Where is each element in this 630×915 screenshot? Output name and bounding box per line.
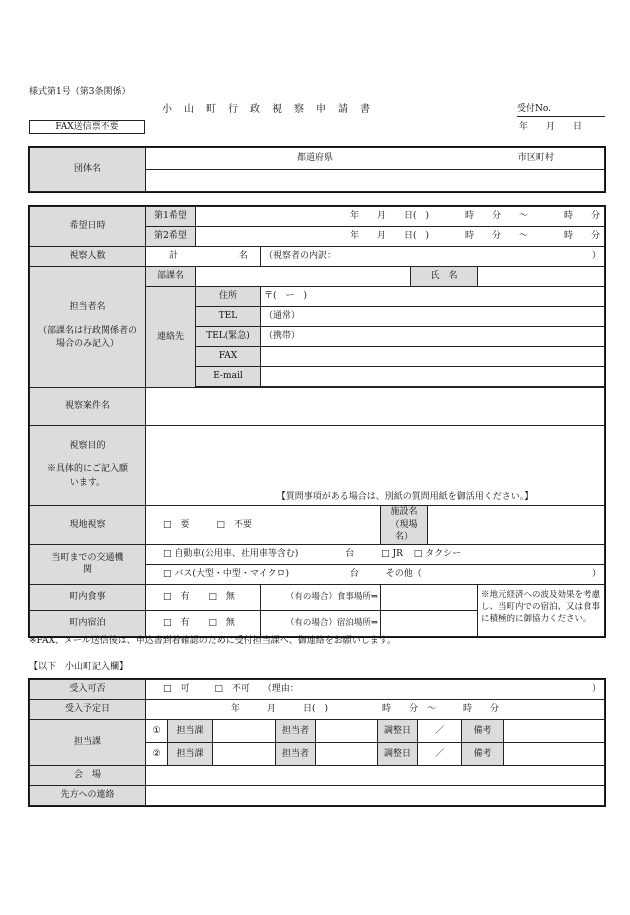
reason-close: ）: [592, 684, 602, 695]
row1-dept-label: 担当課: [168, 720, 213, 743]
choice2-label: 第2希望: [146, 227, 196, 247]
name-label: 氏 名: [411, 267, 478, 287]
jr-checkbox[interactable]: □ JR: [381, 549, 403, 560]
tel-label: TEL: [196, 307, 261, 327]
lodging-yes-checkbox[interactable]: □ 有: [163, 618, 190, 629]
choice2-field[interactable]: 年 月 日( ) 時 分 ～ 時 分: [196, 227, 605, 247]
purpose-note: ※具体的にご記入願います。: [47, 464, 129, 488]
meal-place-label: [261, 584, 381, 610]
prefecture-label: 都道府県: [297, 153, 334, 164]
row2-remarks-field[interactable]: [504, 743, 605, 766]
row2-mark: ②: [146, 743, 168, 766]
form-title: 小 山 町 行 政 視 察 申 請 書: [162, 104, 371, 115]
accept-no-checkbox[interactable]: □ 不可: [214, 684, 250, 695]
lodging-no-checkbox[interactable]: □ 無: [208, 618, 235, 629]
dept-label: 部課名: [146, 267, 196, 287]
schedule-label: 希望日時: [30, 207, 146, 247]
choice1-label: 第1希望: [146, 207, 196, 227]
purpose-field[interactable]: [146, 426, 605, 506]
row1-mark: ①: [146, 720, 168, 743]
row1-adjust-field[interactable]: ／: [418, 720, 462, 743]
visitors-breakdown-close: ）: [592, 251, 602, 262]
bus-checkbox[interactable]: □ バス(大型・中型・マイクロ): [163, 569, 290, 580]
row1-person-label: 担当者: [276, 720, 316, 743]
car-units-label: 台: [345, 549, 355, 560]
bus-units-label: 台: [349, 569, 359, 580]
tel-field[interactable]: （通常）: [261, 307, 605, 327]
row2-person-label: 担当者: [276, 743, 316, 766]
site-choice[interactable]: [146, 506, 381, 545]
row1-remarks-field[interactable]: [504, 720, 605, 743]
other-transport-label[interactable]: その他（: [385, 569, 422, 580]
row2-remarks-label: 備考: [462, 743, 504, 766]
transport-label: 当町までの交通機関: [30, 544, 146, 584]
main-table: [29, 206, 605, 637]
row1-person-field[interactable]: [316, 720, 378, 743]
venue-field[interactable]: [146, 766, 605, 786]
choice1-field[interactable]: 年 月 日( ) 時 分 ～ 時 分: [196, 207, 605, 227]
visitors-total-field[interactable]: [146, 247, 261, 267]
contact-person-label-cell: [30, 267, 146, 388]
visitors-total-label: 計: [169, 251, 179, 262]
facility-field[interactable]: [428, 506, 605, 545]
facility-label: 施設名（現場名）: [381, 506, 428, 545]
visitors-unit-label: 名: [238, 251, 248, 262]
site-yes-checkbox[interactable]: □ 要: [163, 519, 190, 530]
email-field[interactable]: [261, 367, 605, 387]
transport-row2[interactable]: [146, 564, 605, 584]
fax-note: FAX送信票不要: [29, 120, 145, 134]
staff-label: 担当課: [30, 720, 146, 766]
meal-label: 町内食事: [30, 584, 146, 610]
name-field[interactable]: [478, 267, 605, 287]
meal-place-field[interactable]: [381, 584, 478, 610]
site-no-checkbox[interactable]: □ 不要: [216, 519, 252, 530]
fax-field[interactable]: [261, 347, 605, 367]
email-label: E-mail: [196, 367, 261, 387]
row2-dept-label: 担当課: [168, 743, 213, 766]
contact-other-field[interactable]: [146, 786, 605, 806]
city-label: 市区町村: [517, 153, 554, 164]
car-checkbox[interactable]: □ 自動車(公用車、社用車等含む): [163, 549, 299, 560]
office-section-title: 【以下 小山町記入欄】: [29, 662, 129, 672]
site-label: 現地視察: [30, 506, 146, 545]
row1-remarks-label: 備考: [462, 720, 504, 743]
lodging-label: 町内宿泊: [30, 610, 146, 636]
case-field[interactable]: [146, 388, 605, 426]
dept-field[interactable]: [196, 267, 411, 287]
row2-person-field[interactable]: [316, 743, 378, 766]
row2-dept-field[interactable]: [213, 743, 276, 766]
group-region-field[interactable]: [146, 148, 605, 170]
group-table: [29, 147, 605, 192]
receipt-number: 受付No.: [517, 105, 605, 117]
row2-adjust-label: 調整日: [378, 743, 418, 766]
receipt-date: 年 月 日: [519, 122, 583, 132]
meal-no-checkbox[interactable]: □ 無: [208, 592, 235, 603]
contact-label: 連絡先: [146, 287, 196, 388]
purpose-label: 視察目的: [69, 440, 106, 451]
fax-notice: ※FAX、メール送信後は、申込書到着確認のために受付担当課へ、御連絡をお願いします。: [29, 636, 397, 646]
group-name-label: 団体名: [30, 148, 146, 192]
accept-yes-checkbox[interactable]: □ 可: [163, 684, 190, 695]
tel-emergency-label: TEL(緊急): [196, 327, 261, 347]
tel-emergency-field[interactable]: （携帯）: [261, 327, 605, 347]
reason-label: （理由：: [262, 684, 299, 695]
lodging-place-text: （有の場合）宿泊場所⇒: [285, 618, 378, 629]
group-name-field[interactable]: [146, 170, 605, 192]
venue-label: 会 場: [30, 766, 146, 786]
row1-dept-field[interactable]: [213, 720, 276, 743]
lodging-choice[interactable]: [146, 610, 261, 636]
case-label: 視察案件名: [30, 388, 146, 426]
contact-other-label: 先方への連絡: [30, 786, 146, 806]
acceptance-field[interactable]: [146, 680, 605, 700]
visitors-breakdown-field[interactable]: [261, 247, 605, 267]
address-field[interactable]: 〒( ー ): [261, 287, 605, 307]
purpose-label-cell: [30, 426, 146, 506]
taxi-checkbox[interactable]: □ タクシー: [413, 549, 462, 560]
office-table: [29, 679, 605, 806]
row1-adjust-label: 調整日: [378, 720, 418, 743]
planned-date-label: 受入予定日: [30, 700, 146, 720]
purpose-footer: 【質問事項がある場合は、別紙の質問用紙を御活用ください。】: [276, 491, 534, 502]
address-label: 住所: [196, 287, 261, 307]
row2-adjust-field[interactable]: ／: [418, 743, 462, 766]
economy-note: ※地元経済への波及効果を考慮し、当町内での宿泊、又は食事に積極的に御協力ください。: [478, 584, 605, 636]
contact-person-label: 担当者名: [69, 302, 106, 313]
planned-date-field[interactable]: [146, 700, 605, 720]
form-number: 様式第1号（第3条関係）: [29, 87, 131, 97]
contact-person-note: （部課名は行政関係者の場合のみ記入）: [37, 325, 137, 350]
meal-place-text: （有の場合）食事場所⇒: [285, 592, 378, 603]
planned-date-line: 年 月 日( ) 時 分 ～ 時 分: [231, 704, 500, 715]
acceptance-label: 受入可否: [30, 680, 146, 700]
meal-choice[interactable]: [146, 584, 261, 610]
meal-yes-checkbox[interactable]: □ 有: [163, 592, 190, 603]
transport-row1[interactable]: [146, 544, 605, 564]
other-close: ）: [592, 569, 602, 580]
visitors-label: 視察人数: [30, 247, 146, 267]
fax-label: FAX: [196, 347, 261, 367]
lodging-place-field[interactable]: [381, 610, 478, 636]
lodging-place-label: [261, 610, 381, 636]
visitors-breakdown-label: （視察者の内訳：: [264, 251, 337, 262]
